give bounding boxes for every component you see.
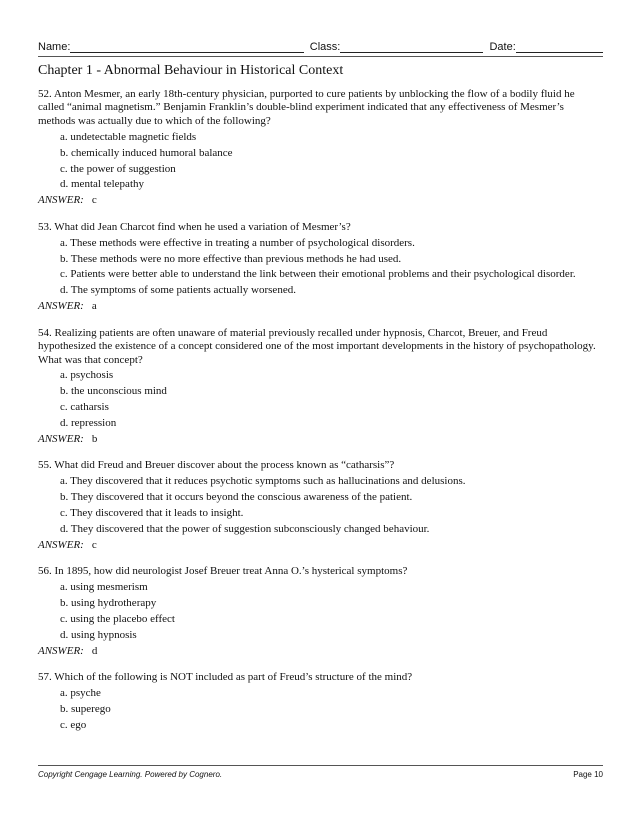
answer-choice: c. ego — [60, 719, 87, 732]
answer-choice: b. These methods were no more effective than previous methods he had used. — [60, 252, 402, 265]
answer-choice: b. using hydrotherapy — [60, 597, 157, 610]
answer-key — [38, 539, 603, 552]
question-block — [38, 565, 603, 658]
question-block — [38, 221, 603, 314]
answer-choice: d. mental telepathy — [60, 178, 144, 191]
choice-list — [38, 369, 603, 430]
answer-label: ANSWER: — [38, 300, 84, 313]
answer-choice: c. using the placebo effect — [60, 613, 175, 626]
choice-list — [38, 581, 603, 642]
answer-value: a — [91, 300, 97, 313]
answer-value: c — [91, 538, 97, 551]
answer-choice: a. These methods were effective in treating a number of psychological disorders. — [60, 236, 415, 249]
answer-choice: a. using mesmerism — [60, 581, 148, 594]
answer-label: ANSWER: — [38, 538, 84, 551]
answer-choice: a. psychosis — [60, 369, 114, 382]
answer-choice: d. using hypnosis — [60, 629, 137, 641]
answer-key — [38, 300, 603, 313]
question-stem: 54. Realizing patients are often unaware of material previously recalled under hypnosis, Charcot, Breuer, and Freud hypothesized the existence of a concept considered one of the most important developments in the history of psychopathology. What was that concept? — [38, 326, 596, 366]
question-list — [38, 88, 603, 745]
question-stem: 57. Which of the following is NOT included as part of Freud’s structure of the mind? — [38, 671, 413, 684]
page-number: Page 10 — [573, 770, 603, 779]
question-stem: 56. In 1895, how did neurologist Josef Breuer treat Anna O.’s hysterical symptoms? — [38, 565, 408, 578]
question-stem: 55. What did Freud and Breuer discover about the process known as “catharsis”? — [38, 459, 395, 472]
answer-choice: d. They discovered that the power of suggestion subconsciously changed behaviour. — [60, 523, 430, 536]
answer-value: b — [91, 433, 98, 446]
answer-choice: a. undetectable magnetic fields — [60, 130, 197, 143]
footer-rule — [38, 765, 603, 766]
answer-choice: a. They discovered that it reduces psychotic symptoms such as hallucinations and delusions. — [60, 475, 466, 488]
class-field-line — [340, 41, 483, 53]
answer-choice: b. They discovered that it occurs beyond the conscious awareness of the patient. — [60, 491, 413, 504]
answer-value: c — [91, 194, 97, 207]
name-field-line — [70, 41, 303, 53]
choice-list — [38, 131, 603, 192]
answer-choice: c. Patients were better able to understand the link between their emotional problems and their psychological disorder. — [60, 268, 576, 281]
answer-choice: c. catharsis — [60, 401, 109, 414]
answer-value: d — [91, 644, 98, 657]
choice-list — [38, 687, 603, 732]
question-stem: 52. Anton Mesmer, an early 18th-century physician, purported to cure patients by unblocking the flow of a bodily fluid he called “animal magnetism.” Benjamin Franklin’s double-blind experiment indicated that any effectiveness of Mesmer’s methods was actually due to which of the following? — [38, 88, 575, 127]
question-block — [38, 327, 603, 447]
answer-label: ANSWER: — [38, 644, 84, 657]
header-rule — [38, 56, 603, 57]
class-label: Class: — [309, 41, 341, 53]
answer-choice: a. psyche — [60, 687, 101, 700]
date-field-line — [516, 41, 603, 53]
choice-list — [38, 475, 603, 536]
footer — [38, 770, 603, 779]
answer-key — [38, 194, 603, 207]
answer-label: ANSWER: — [38, 194, 84, 207]
chapter-title: Chapter 1 - Abnormal Behaviour in Historical Context — [38, 63, 344, 78]
answer-choice: d. The symptoms of some patients actually worsened. — [60, 284, 296, 297]
question-block — [38, 459, 603, 552]
answer-key — [38, 645, 603, 658]
choice-list — [38, 237, 603, 298]
answer-label: ANSWER: — [38, 433, 84, 446]
answer-choice: b. superego — [60, 703, 111, 716]
question-block — [38, 671, 603, 732]
question-stem: 53. What did Jean Charcot find when he used a variation of Mesmer’s? — [38, 220, 351, 233]
copyright-text: Copyright Cengage Learning. Powered by Cognero. — [38, 770, 223, 779]
answer-choice: c. They discovered that it leads to insight. — [60, 507, 244, 520]
answer-choice: d. repression — [60, 417, 117, 430]
answer-key — [38, 433, 603, 446]
answer-choice: b. chemically induced humoral balance — [60, 146, 233, 159]
answer-choice: b. the unconscious mind — [60, 385, 167, 398]
question-block — [38, 88, 603, 208]
header-fields — [38, 37, 603, 53]
date-label: Date: — [489, 41, 516, 53]
answer-choice: c. the power of suggestion — [60, 162, 176, 175]
name-label: Name: — [38, 41, 71, 53]
